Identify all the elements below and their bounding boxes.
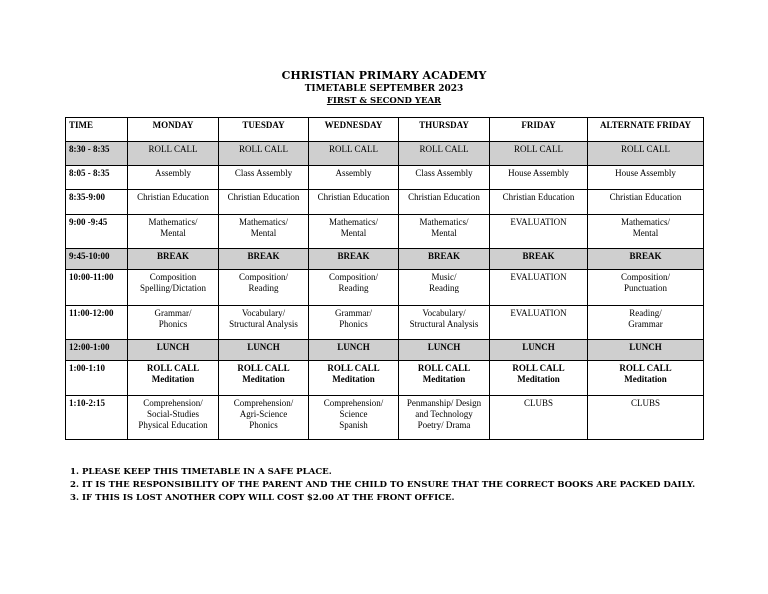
cell-line: Mental xyxy=(431,228,457,238)
cell-line: ROLL CALL xyxy=(329,144,378,154)
cell-line: LUNCH xyxy=(629,342,662,352)
cell-line: LUNCH xyxy=(522,342,555,352)
schedule-cell xyxy=(490,166,588,190)
column-header-thursday: THURSDAY xyxy=(399,118,490,142)
cell-line: House Assembly xyxy=(508,168,569,178)
cell-line: Reading xyxy=(248,283,279,293)
schedule-cell xyxy=(588,306,704,340)
schedule-cell xyxy=(399,166,490,190)
schedule-cell xyxy=(309,190,399,215)
cell-line: ROLL CALL xyxy=(417,363,471,373)
table-row xyxy=(66,166,704,190)
cell-line: EVALUATION xyxy=(510,217,567,227)
cell-line: House Assembly xyxy=(615,168,676,178)
cell-line: Reading xyxy=(429,283,459,293)
column-header-time: TIME xyxy=(66,118,128,142)
schedule-cell xyxy=(219,340,309,361)
note-1: 1. PLEASE KEEP THIS TIMETABLE IN A SAFE PLACE. xyxy=(70,467,332,477)
note-2: 2. IT IS THE RESPONSIBILITY OF THE PARENT AND THE CHILD TO ENSURE THAT THE CORRECT BOOKS ARE PACKED DAILY. xyxy=(70,480,696,490)
schedule-cell xyxy=(309,215,399,249)
cell-line: BREAK xyxy=(156,251,189,261)
schedule-cell xyxy=(588,361,704,396)
cell-line: Meditation xyxy=(151,374,195,384)
cell-line: BREAK xyxy=(247,251,280,261)
cell-line: Meditation xyxy=(422,374,466,384)
schedule-cell xyxy=(219,270,309,306)
time-cell: 12:00-1:00 xyxy=(66,340,128,361)
schedule-cell xyxy=(399,340,490,361)
schedule-cell xyxy=(399,142,490,166)
cell-line: ROLL CALL xyxy=(419,144,469,154)
schedule-cell xyxy=(588,249,704,270)
cell-line: EVALUATION xyxy=(510,308,567,318)
schedule-cell xyxy=(219,396,309,440)
cell-line: Christian Education xyxy=(609,192,682,202)
cell-line: LUNCH xyxy=(337,342,370,352)
cell-line: Meditation xyxy=(624,374,667,384)
schedule-cell xyxy=(490,190,588,215)
schedule-cell xyxy=(399,190,490,215)
schedule-cell xyxy=(219,361,309,396)
time-cell: 11:00-12:00 xyxy=(66,306,128,340)
cell-line: LUNCH xyxy=(156,342,190,352)
schedule-cell xyxy=(490,249,588,270)
cell-line: Mental xyxy=(632,228,659,238)
table-row xyxy=(66,361,704,396)
cell-line: Phonics xyxy=(249,420,278,430)
cell-line: Comprehension/ xyxy=(143,398,203,408)
schedule-cell xyxy=(490,340,588,361)
cell-line: Agri-Science xyxy=(239,409,288,419)
time-cell: 1:00-1:10 xyxy=(66,361,128,396)
schedule-cell xyxy=(490,215,588,249)
cell-line: Mathematics/ xyxy=(621,217,670,227)
schedule-cell xyxy=(219,166,309,190)
cell-line: Grammar xyxy=(628,319,663,329)
schedule-cell xyxy=(128,361,219,396)
schedule-cell xyxy=(588,340,704,361)
cell-line: EVALUATION xyxy=(510,272,567,282)
schedule-cell xyxy=(219,142,309,166)
schedule-cell xyxy=(128,215,219,249)
cell-line: Assembly xyxy=(155,168,191,178)
cell-line: Comprehension/ xyxy=(233,398,294,408)
cell-line: Punctuation xyxy=(624,283,667,293)
schedule-cell xyxy=(128,340,219,361)
cell-line: Reading xyxy=(338,283,369,293)
table-row xyxy=(66,340,704,361)
cell-line: LUNCH xyxy=(427,342,461,352)
table-row xyxy=(66,215,704,249)
table-row xyxy=(66,270,704,306)
cell-line: Christian Education xyxy=(317,192,390,202)
schedule-cell xyxy=(309,396,399,440)
schedule-cell xyxy=(490,306,588,340)
school-title: CHRISTIAN PRIMARY ACADEMY xyxy=(281,69,487,82)
cell-line: Comprehension/ xyxy=(323,398,384,408)
schedule-cell xyxy=(128,306,219,340)
time-cell: 10:00-11:00 xyxy=(66,270,128,306)
cell-line: Class Assembly xyxy=(234,168,293,178)
cell-line: Vocabulary/ xyxy=(241,308,286,318)
table-row xyxy=(66,190,704,215)
cell-line: Christian Education xyxy=(227,192,300,202)
cell-line: Phonics xyxy=(339,319,368,329)
schedule-cell xyxy=(309,306,399,340)
schedule-cell xyxy=(128,166,219,190)
cell-line: Composition/ xyxy=(328,272,378,282)
cell-line: Class Assembly xyxy=(415,168,473,178)
cell-line: Spelling/Dictation xyxy=(140,283,206,293)
cell-line: Poetry/ Drama xyxy=(417,420,471,430)
cell-line: Mathematics/ xyxy=(148,217,198,227)
schedule-cell xyxy=(219,190,309,215)
table-row xyxy=(66,306,704,340)
cell-line: Meditation xyxy=(517,374,560,384)
cell-line: Grammar/ xyxy=(335,308,372,318)
cell-line: Mental xyxy=(250,228,277,238)
table-row xyxy=(66,142,704,166)
cell-line: Mathematics/ xyxy=(239,217,288,227)
cell-line: ROLL CALL xyxy=(146,363,200,373)
cell-line: LUNCH xyxy=(247,342,280,352)
year-subtitle: FIRST & SECOND YEAR xyxy=(326,96,442,106)
cell-line: Christian Education xyxy=(137,192,209,202)
schedule-cell xyxy=(128,142,219,166)
column-header-friday: FRIDAY xyxy=(490,118,588,142)
column-header-wednesday: WEDNESDAY xyxy=(309,118,399,142)
schedule-cell xyxy=(309,340,399,361)
schedule-cell xyxy=(490,396,588,440)
cell-line: Mental xyxy=(160,228,186,238)
cell-line: CLUBS xyxy=(630,398,660,408)
schedule-cell xyxy=(588,166,704,190)
cell-line: Composition xyxy=(149,272,197,282)
cell-line: Meditation xyxy=(242,374,285,384)
schedule-cell xyxy=(309,249,399,270)
timetable-body xyxy=(66,142,704,440)
cell-line: Vocabulary/ xyxy=(422,308,466,318)
cell-line: Grammar/ xyxy=(154,308,192,318)
schedule-cell xyxy=(309,166,399,190)
schedule-cell xyxy=(128,249,219,270)
schedule-cell xyxy=(588,142,704,166)
time-cell: 8:05 - 8:35 xyxy=(66,166,128,190)
cell-line: Structural Analysis xyxy=(229,319,298,329)
cell-line: ROLL CALL xyxy=(619,363,672,373)
cell-line: Composition/ xyxy=(238,272,288,282)
schedule-cell xyxy=(490,142,588,166)
schedule-cell xyxy=(309,270,399,306)
time-cell: 8:30 - 8:35 xyxy=(66,142,128,166)
time-cell: 9:45-10:00 xyxy=(66,249,128,270)
cell-line: and Technology xyxy=(415,409,473,419)
schedule-cell xyxy=(399,361,490,396)
schedule-cell xyxy=(490,361,588,396)
time-cell: 8:35-9:00 xyxy=(66,190,128,215)
cell-line: ROLL CALL xyxy=(512,363,565,373)
cell-line: Physical Education xyxy=(138,420,208,430)
schedule-cell xyxy=(588,190,704,215)
schedule-cell xyxy=(399,270,490,306)
cell-line: Structural Analysis xyxy=(409,319,479,329)
cell-line: Mental xyxy=(340,228,367,238)
schedule-cell xyxy=(219,249,309,270)
note-3: 3. IF THIS IS LOST ANOTHER COPY WILL COST $2.00 AT THE FRONT OFFICE. xyxy=(70,493,455,503)
schedule-cell xyxy=(219,306,309,340)
schedule-cell xyxy=(128,270,219,306)
schedule-cell xyxy=(399,306,490,340)
cell-line: Mathematics/ xyxy=(419,217,469,227)
schedule-cell xyxy=(588,396,704,440)
schedule-cell xyxy=(399,396,490,440)
column-header-alternate-friday: ALTERNATE FRIDAY xyxy=(588,118,704,142)
cell-line: ROLL CALL xyxy=(148,144,198,154)
cell-line: BREAK xyxy=(337,251,370,261)
cell-line: Meditation xyxy=(332,374,375,384)
cell-line: Music/ xyxy=(431,272,457,282)
schedule-cell xyxy=(399,249,490,270)
cell-line: Phonics xyxy=(158,319,188,329)
cell-line: ROLL CALL xyxy=(621,144,670,154)
cell-line: ROLL CALL xyxy=(327,363,380,373)
cell-line: ROLL CALL xyxy=(514,144,563,154)
cell-line: ROLL CALL xyxy=(239,144,288,154)
schedule-cell xyxy=(219,215,309,249)
schedule-cell xyxy=(490,270,588,306)
cell-line: Composition/ xyxy=(620,272,670,282)
notes xyxy=(70,466,695,505)
schedule-cell xyxy=(309,361,399,396)
schedule-cell xyxy=(128,190,219,215)
cell-line: BREAK xyxy=(522,251,555,261)
schedule-cell xyxy=(588,215,704,249)
cell-line: Penmanship/ Design xyxy=(406,398,482,408)
table-row xyxy=(66,396,704,440)
column-header-monday: MONDAY xyxy=(128,118,219,142)
cell-line: ROLL CALL xyxy=(237,363,290,373)
cell-line: Reading/ xyxy=(629,308,662,318)
cell-line: Mathematics/ xyxy=(329,217,378,227)
cell-line: BREAK xyxy=(427,251,460,261)
schedule-cell xyxy=(399,215,490,249)
timetable xyxy=(65,117,704,440)
table-row xyxy=(66,249,704,270)
cell-line: Science xyxy=(339,409,368,419)
cell-line: Christian Education xyxy=(408,192,480,202)
cell-line: Assembly xyxy=(335,168,372,178)
schedule-cell xyxy=(309,142,399,166)
time-cell: 1:10-2:15 xyxy=(66,396,128,440)
cell-line: Christian Education xyxy=(502,192,575,202)
schedule-cell xyxy=(588,270,704,306)
cell-line: Social-Studies xyxy=(147,409,199,419)
time-cell: 9:00 -9:45 xyxy=(66,215,128,249)
schedule-cell xyxy=(128,396,219,440)
cell-line: BREAK xyxy=(629,251,662,261)
cell-line: CLUBS xyxy=(523,398,553,408)
header-row xyxy=(66,118,704,142)
column-header-tuesday: TUESDAY xyxy=(219,118,309,142)
timetable-subtitle: TIMETABLE SEPTEMBER 2023 xyxy=(304,84,464,94)
cell-line: Spanish xyxy=(339,420,368,430)
